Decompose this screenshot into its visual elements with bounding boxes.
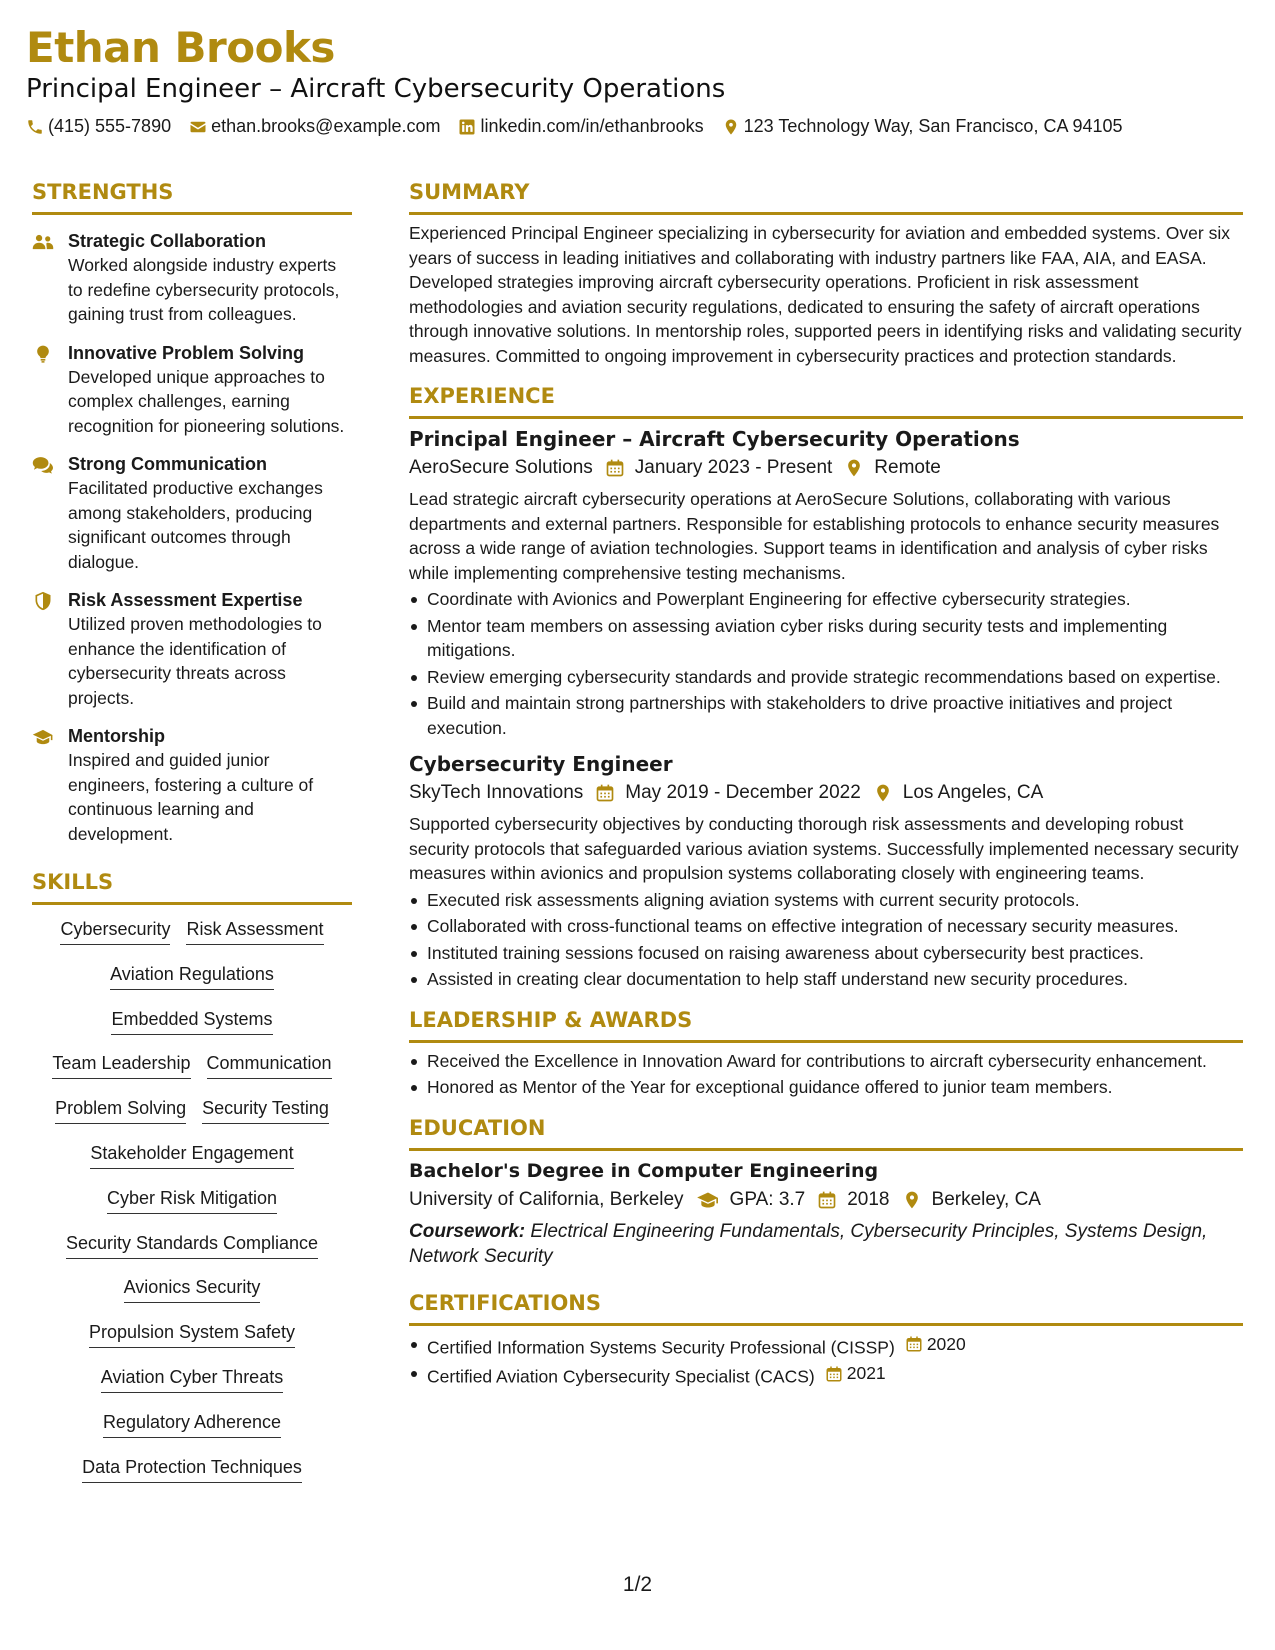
job-company: SkyTech Innovations (409, 782, 584, 803)
job-company: AeroSecure Solutions (409, 457, 593, 478)
skill-tag: Security Testing (202, 1096, 329, 1124)
awards-list (409, 1049, 1243, 1100)
strength-description: Utilized proven methodologies to enhance the identification of cybersecurity threats across projects. (68, 614, 322, 708)
strengths-section (32, 178, 352, 846)
certifications-heading: CERTIFICATIONS (409, 1290, 602, 1315)
certifications-list (409, 1332, 1243, 1390)
graduation-cap-icon (696, 1190, 720, 1210)
skill-tag: Security Standards Compliance (66, 1231, 318, 1259)
list-item: Review emerging cybersecurity standards and provide strategic recommendations based on expertise. (409, 665, 1243, 690)
job-location: Remote (874, 457, 941, 478)
comments-icon (32, 455, 54, 475)
job-description: Lead strategic aircraft cybersecurity operations at AeroSecure Solutions, collaborating with various departments and external partners. Responsible for establishing protocols to enhance security measures across a wide range of aviation technologies. Support teams in identification and analysis of cyber risks while implementing comprehensive testing mechanisms. (409, 489, 1220, 583)
left-column (32, 178, 352, 1499)
list-item: Build and maintain strong partnerships with stakeholders to drive proactive initiatives and project execution. (409, 691, 1243, 740)
list-item (409, 1332, 1243, 1360)
skill-tag: Team Leadership (52, 1051, 190, 1079)
summary-text: Experienced Principal Engineer specializing in cybersecurity for aviation and embedded systems. Over six years of success in leading initiatives and collaborating with industry partners like FAA, AIA, and EASA. Developed strategies improving aircraft cybersecurity operations. Proficient in risk assessment methodologies and aviation security regulations, dedicated to ensuring the safety of aircraft operations through innovative solutions. In mentorship roles, supported peers in identifying risks and validating security measures. Committed to ongoing improvement in cybersecurity practices and protection standards. (409, 223, 1242, 366)
lightbulb-icon (32, 344, 54, 364)
strengths-heading: STRENGTHS (32, 180, 174, 204)
list-item: Mentor team members on assessing aviation cyber risks during security tests and implementing mitigations. (409, 614, 1243, 663)
skill-tag: Cybersecurity (60, 917, 170, 945)
strength-description: Worked alongside industry experts to redefine cybersecurity protocols, gaining trust from colleagues. (68, 255, 340, 324)
page-number: 1/2 (622, 1573, 653, 1596)
envelope-icon (189, 118, 207, 136)
calendar-icon (825, 1365, 843, 1383)
contact-email[interactable] (189, 116, 440, 137)
section-divider (409, 212, 1243, 215)
job-title: Cybersecurity Engineer (409, 752, 673, 776)
job-dates: May 2019 - December 2022 (625, 782, 861, 803)
address-text: 123 Technology Way, San Francisco, CA 94105 (743, 116, 1123, 136)
section-divider (409, 1040, 1243, 1043)
job-bullets (409, 888, 1243, 992)
education-location: Berkeley, CA (931, 1188, 1041, 1210)
phone-text: (415) 555-7890 (48, 116, 172, 136)
degree-title: Bachelor's Degree in Computer Engineering (409, 1159, 879, 1182)
awards-heading: LEADERSHIP & AWARDS (409, 1007, 693, 1032)
job-meta (409, 453, 1243, 483)
linkedin-icon (458, 118, 476, 136)
candidate-headline: Principal Engineer – Aircraft Cybersecurity Operations (26, 74, 726, 104)
graduation-cap-icon (32, 727, 54, 747)
map-pin-icon (844, 458, 864, 478)
email-text: ethan.brooks@example.com (211, 116, 441, 136)
strength-title: Innovative Problem Solving (68, 342, 305, 363)
skill-tag: Embedded Systems (111, 1007, 272, 1035)
skill-tag: Avionics Security (124, 1275, 261, 1303)
skills-section (32, 868, 352, 1499)
strength-title: Risk Assessment Expertise (68, 590, 303, 610)
calendar-icon (595, 783, 615, 803)
strength-title: Mentorship (68, 726, 165, 746)
experience-section (409, 382, 1243, 992)
calendar-icon (817, 1190, 837, 1210)
strength-title: Strong Communication (68, 454, 267, 474)
job-entry (409, 750, 1243, 992)
section-divider (32, 902, 352, 905)
strength-item (32, 229, 352, 327)
coursework (409, 1219, 1243, 1269)
certification-name: Certified Information Systems Security Professional (CISSP) (427, 1336, 895, 1357)
users-icon (32, 232, 54, 252)
coursework-label: Coursework: (409, 1220, 526, 1242)
strength-item (32, 724, 352, 846)
contact-address (722, 116, 1123, 137)
certification-year: 2020 (926, 1333, 966, 1354)
job-dates: January 2023 - Present (634, 457, 833, 478)
calendar-icon (605, 458, 625, 478)
resume-header (26, 22, 1256, 137)
contact-row (26, 116, 1256, 137)
gpa: GPA: 3.7 (729, 1188, 806, 1210)
certification-year: 2021 (846, 1363, 886, 1384)
strength-description: Developed unique approaches to complex challenges, earning recognition for pioneering solutions. (68, 366, 345, 436)
strength-item (32, 341, 352, 439)
list-item: Received the Excellence in Innovation Award for contributions to aircraft cybersecurity enhancement. (409, 1049, 1243, 1074)
list-item: Instituted training sessions focused on raising awareness about cybersecurity best practices. (409, 941, 1243, 966)
strength-description: Facilitated productive exchanges among stakeholders, producing significant outcomes through dialogue. (68, 478, 323, 572)
list-item: Collaborated with cross-functional teams on effective integration of necessary security measures. (409, 914, 1243, 939)
job-entry (409, 425, 1243, 740)
skill-tag: Data Protection Techniques (82, 1455, 302, 1483)
job-location: Los Angeles, CA (902, 782, 1044, 803)
coursework-text: Electrical Engineering Fundamentals, Cybersecurity Principles, Systems Design, Network Security (409, 1220, 1208, 1267)
skill-tag: Regulatory Adherence (103, 1410, 281, 1438)
job-title: Principal Engineer – Aircraft Cybersecurity Operations (409, 427, 1020, 451)
summary-heading: SUMMARY (409, 180, 530, 204)
skill-tag: Aviation Regulations (110, 962, 274, 990)
section-divider (409, 1323, 1243, 1326)
skill-tag: Propulsion System Safety (89, 1320, 295, 1348)
graduation-year: 2018 (847, 1188, 890, 1210)
strength-item (32, 452, 352, 574)
linkedin-text: linkedin.com/in/ethanbrooks (480, 116, 704, 136)
job-meta (409, 778, 1243, 808)
contact-linkedin[interactable] (458, 116, 703, 137)
phone-icon (26, 118, 44, 136)
list-item: Executed risk assessments aligning aviation systems with current security protocols. (409, 888, 1243, 913)
skill-tag: Risk Assessment (186, 917, 323, 945)
education-meta (409, 1185, 1243, 1215)
strength-description: Inspired and guided junior engineers, fostering a culture of continuous learning and development. (68, 750, 314, 844)
skill-tag: Cyber Risk Mitigation (107, 1186, 277, 1214)
school-name: University of California, Berkeley (409, 1188, 684, 1210)
section-divider (32, 212, 352, 215)
skill-tag: Problem Solving (55, 1096, 186, 1124)
strength-title: Strategic Collaboration (68, 231, 267, 251)
contact-phone[interactable] (26, 116, 171, 137)
certifications-section (409, 1289, 1243, 1390)
section-divider (409, 1148, 1243, 1151)
skills-list (32, 917, 352, 1499)
calendar-icon (905, 1335, 923, 1353)
right-column (409, 178, 1243, 1389)
map-pin-icon (902, 1190, 922, 1210)
job-description: Supported cybersecurity objectives by conducting thorough risk assessments and developing robust security protocols that safeguarded various aviation systems. Successfully implemented necessary security measures within avionics and propulsion systems collaborating closely with engineering teams. (409, 814, 1239, 883)
skills-heading: SKILLS (32, 870, 114, 894)
awards-section (409, 1006, 1243, 1100)
shield-icon (32, 591, 54, 611)
list-item (409, 1361, 1243, 1389)
skill-tag: Aviation Cyber Threats (101, 1365, 283, 1393)
map-pin-icon (722, 118, 740, 136)
skill-tag: Stakeholder Engagement (90, 1141, 293, 1169)
map-pin-icon (873, 783, 893, 803)
strength-item (32, 588, 352, 710)
list-item: Assisted in creating clear documentation to help staff understand new security procedures. (409, 967, 1243, 992)
summary-section (409, 178, 1243, 368)
job-bullets (409, 587, 1243, 740)
experience-heading: EXPERIENCE (409, 384, 555, 408)
education-heading: EDUCATION (409, 1115, 546, 1140)
certification-name: Certified Aviation Cybersecurity Specialist (CACS) (427, 1366, 815, 1387)
skill-tag: Communication (207, 1051, 332, 1079)
list-item: Honored as Mentor of the Year for exceptional guidance offered to junior team members. (409, 1075, 1243, 1100)
education-section (409, 1114, 1243, 1269)
candidate-name: Ethan Brooks (26, 23, 335, 72)
section-divider (409, 416, 1243, 419)
list-item: Coordinate with Avionics and Powerplant Engineering for effective cybersecurity strategies. (409, 587, 1243, 612)
